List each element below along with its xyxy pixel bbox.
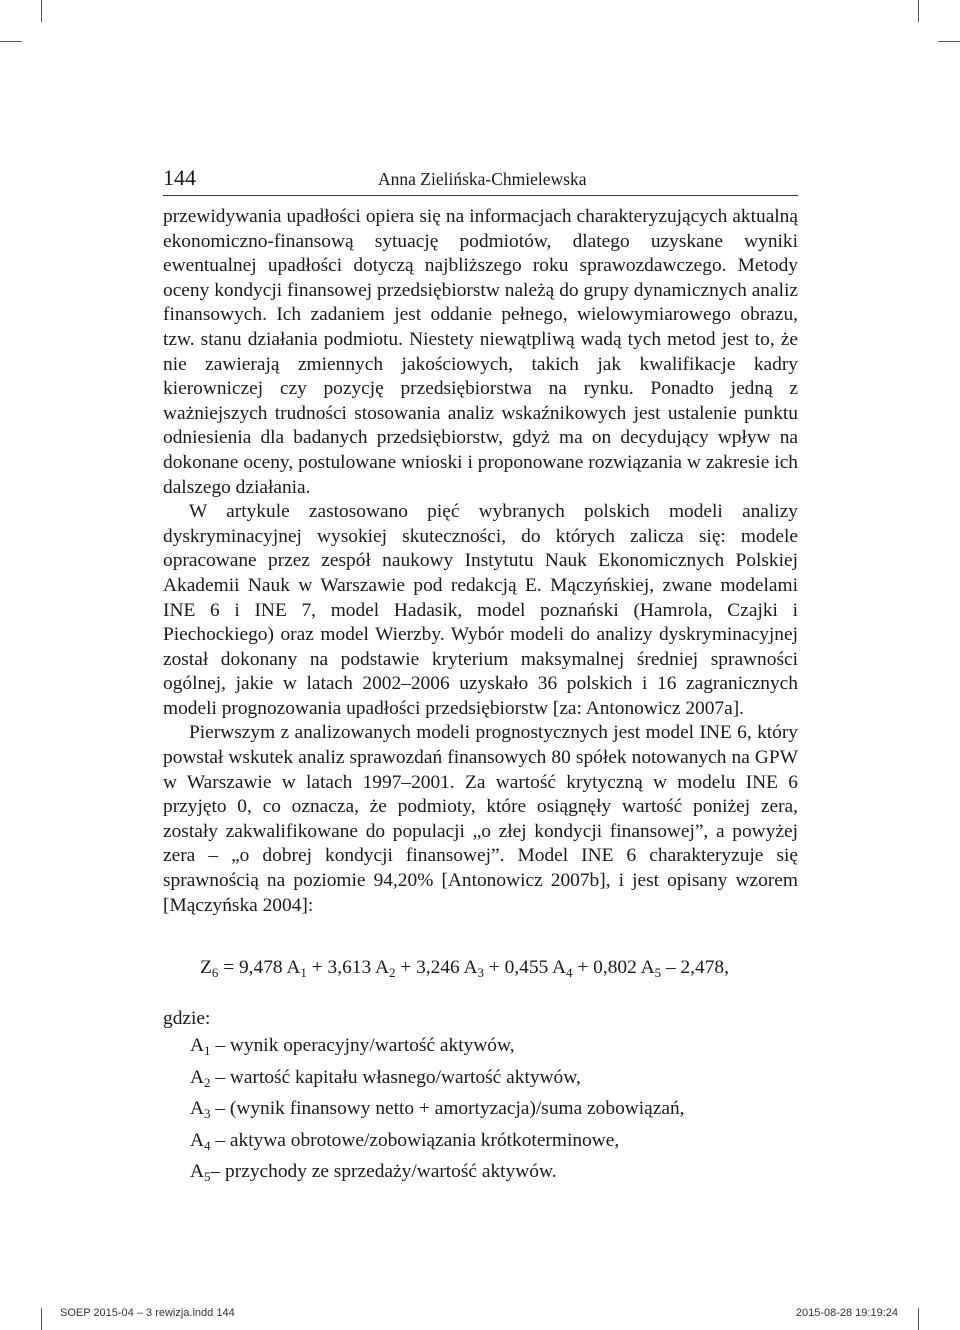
page-number: 144 <box>163 165 196 190</box>
crop-mark <box>41 0 42 22</box>
definition-item: $A_4$ – aktywa obrotowe/zobowiązania krótkoterminowe, <box>190 1129 620 1153</box>
page-header <box>163 163 798 196</box>
running-head: Anna Zielińska-Chmielewska <box>378 169 587 189</box>
paragraph-3: Pierwszym z analizowanych modeli prognostycznych jest model INE 6, który powstał wskutek analiz sprawozdań finansowych 80 spółek notowanych na GPW w Warszawie w latach 1997–2001. Za wartość krytyczną w modelu INE 6 przyjęto 0, co oznacza, że podmioty, które osiągnęły wartość poniżej zera, zostały zakwalifikowane do populacji „o złej kondycji finansowej”, a powyżej zera – „o dobrej kondycji finansowej”. Model INE 6 charakteryzuje się sprawnością na poziomie 94,20% [Antonowicz 2007b], i jest opisany wzorem [Mączyńska 2004]: <box>163 722 798 916</box>
formula-ine6: $Z_6 = 9,478$ $A_1 + 3,613$ $A_2 + 3,246$ $A_3 + 0,455$ $A_4 + 0,802$ $A_5 - 2,478$, <box>200 957 729 980</box>
crop-mark <box>938 41 960 42</box>
definition-item: $A_5-$ przychody ze sprzedaży/wartość aktywów. <box>190 1161 557 1185</box>
crop-mark <box>0 41 22 42</box>
where-label: gdzie: <box>163 1008 211 1029</box>
print-footer-file: SOEP 2015-04 – 3 rewizja.indd 144 <box>60 1307 235 1319</box>
definition-item: $A_2$ – wartość kapitału własnego/wartość aktywów, <box>190 1066 581 1090</box>
body-text <box>163 205 798 918</box>
crop-mark <box>918 1308 919 1330</box>
print-footer-timestamp: 2015-08-28 19:19:24 <box>795 1307 898 1319</box>
crop-mark <box>918 0 919 22</box>
definition-item: $A_1$ – wynik operacyjny/wartość aktywów, <box>190 1035 515 1058</box>
definition-item: $A_3$ – (wynik finansowy netto + amortyzacja)/suma zobowiązań, <box>190 1098 685 1122</box>
definition-list <box>190 1033 685 1191</box>
paragraph-2: W artykule zastosowano pięć wybranych polskich modeli analizy dyskryminacyjnej wysokiej skuteczności, do których zalicza się: modele opracowane przez zespół naukowy Instytutu Nauk Ekonomicznych Polskiej Akademii Nauk w Warszawie pod redakcją E. Mączyńskiej, zwane modelami INE 6 i INE 7, model Hadasik, model poznański (Hamrola, Czajki i Piechockiego) oraz model Wierzby. Wybór modeli do analizy dyskryminacyjnej został dokonany na podstawie kryterium maksymalnej średniej sprawności ogólnej, jakie w latach 2002–2006 uzyskało 36 polskich i 16 zagranicznych modeli prognozowania upadłości przedsiębiorstw [za: Antonowicz 2007a]. <box>163 501 798 719</box>
crop-mark <box>41 1308 42 1330</box>
paragraph-1: przewidywania upadłości opiera się na informacjach charakteryzujących aktualną ekonomiczno-finansową sytuację podmiotów, dlatego uzyskane wyniki ewentualnej upadłości dotyczą najbliższego roku sprawozdawczego. Metody oceny kondycji finansowej przedsiębiorstw należą do grupy dynamicznych analiz finansowych. Ich zadaniem jest oddanie pełnego, wielowymiarowego obrazu, tzw. stanu działania podmiotu. Niestety niewątpliwą wadą tych metod jest to, że nie zawierają zmiennych jakościowych, takich jak kwalifikacje kadry kierowniczej czy pozycję przedsiębiorstwa na rynku. Ponadto jedną z ważniejszych trudności stosowania analiz wskaźnikowych jest ustalenie punktu odniesienia dla badanych przedsiębiorstw, gdyż ma on decydujący wpływ na dokonane oceny, postulowane wnioski i proponowane rozwiązania w zakresie ich dalszego działania. <box>163 206 798 498</box>
